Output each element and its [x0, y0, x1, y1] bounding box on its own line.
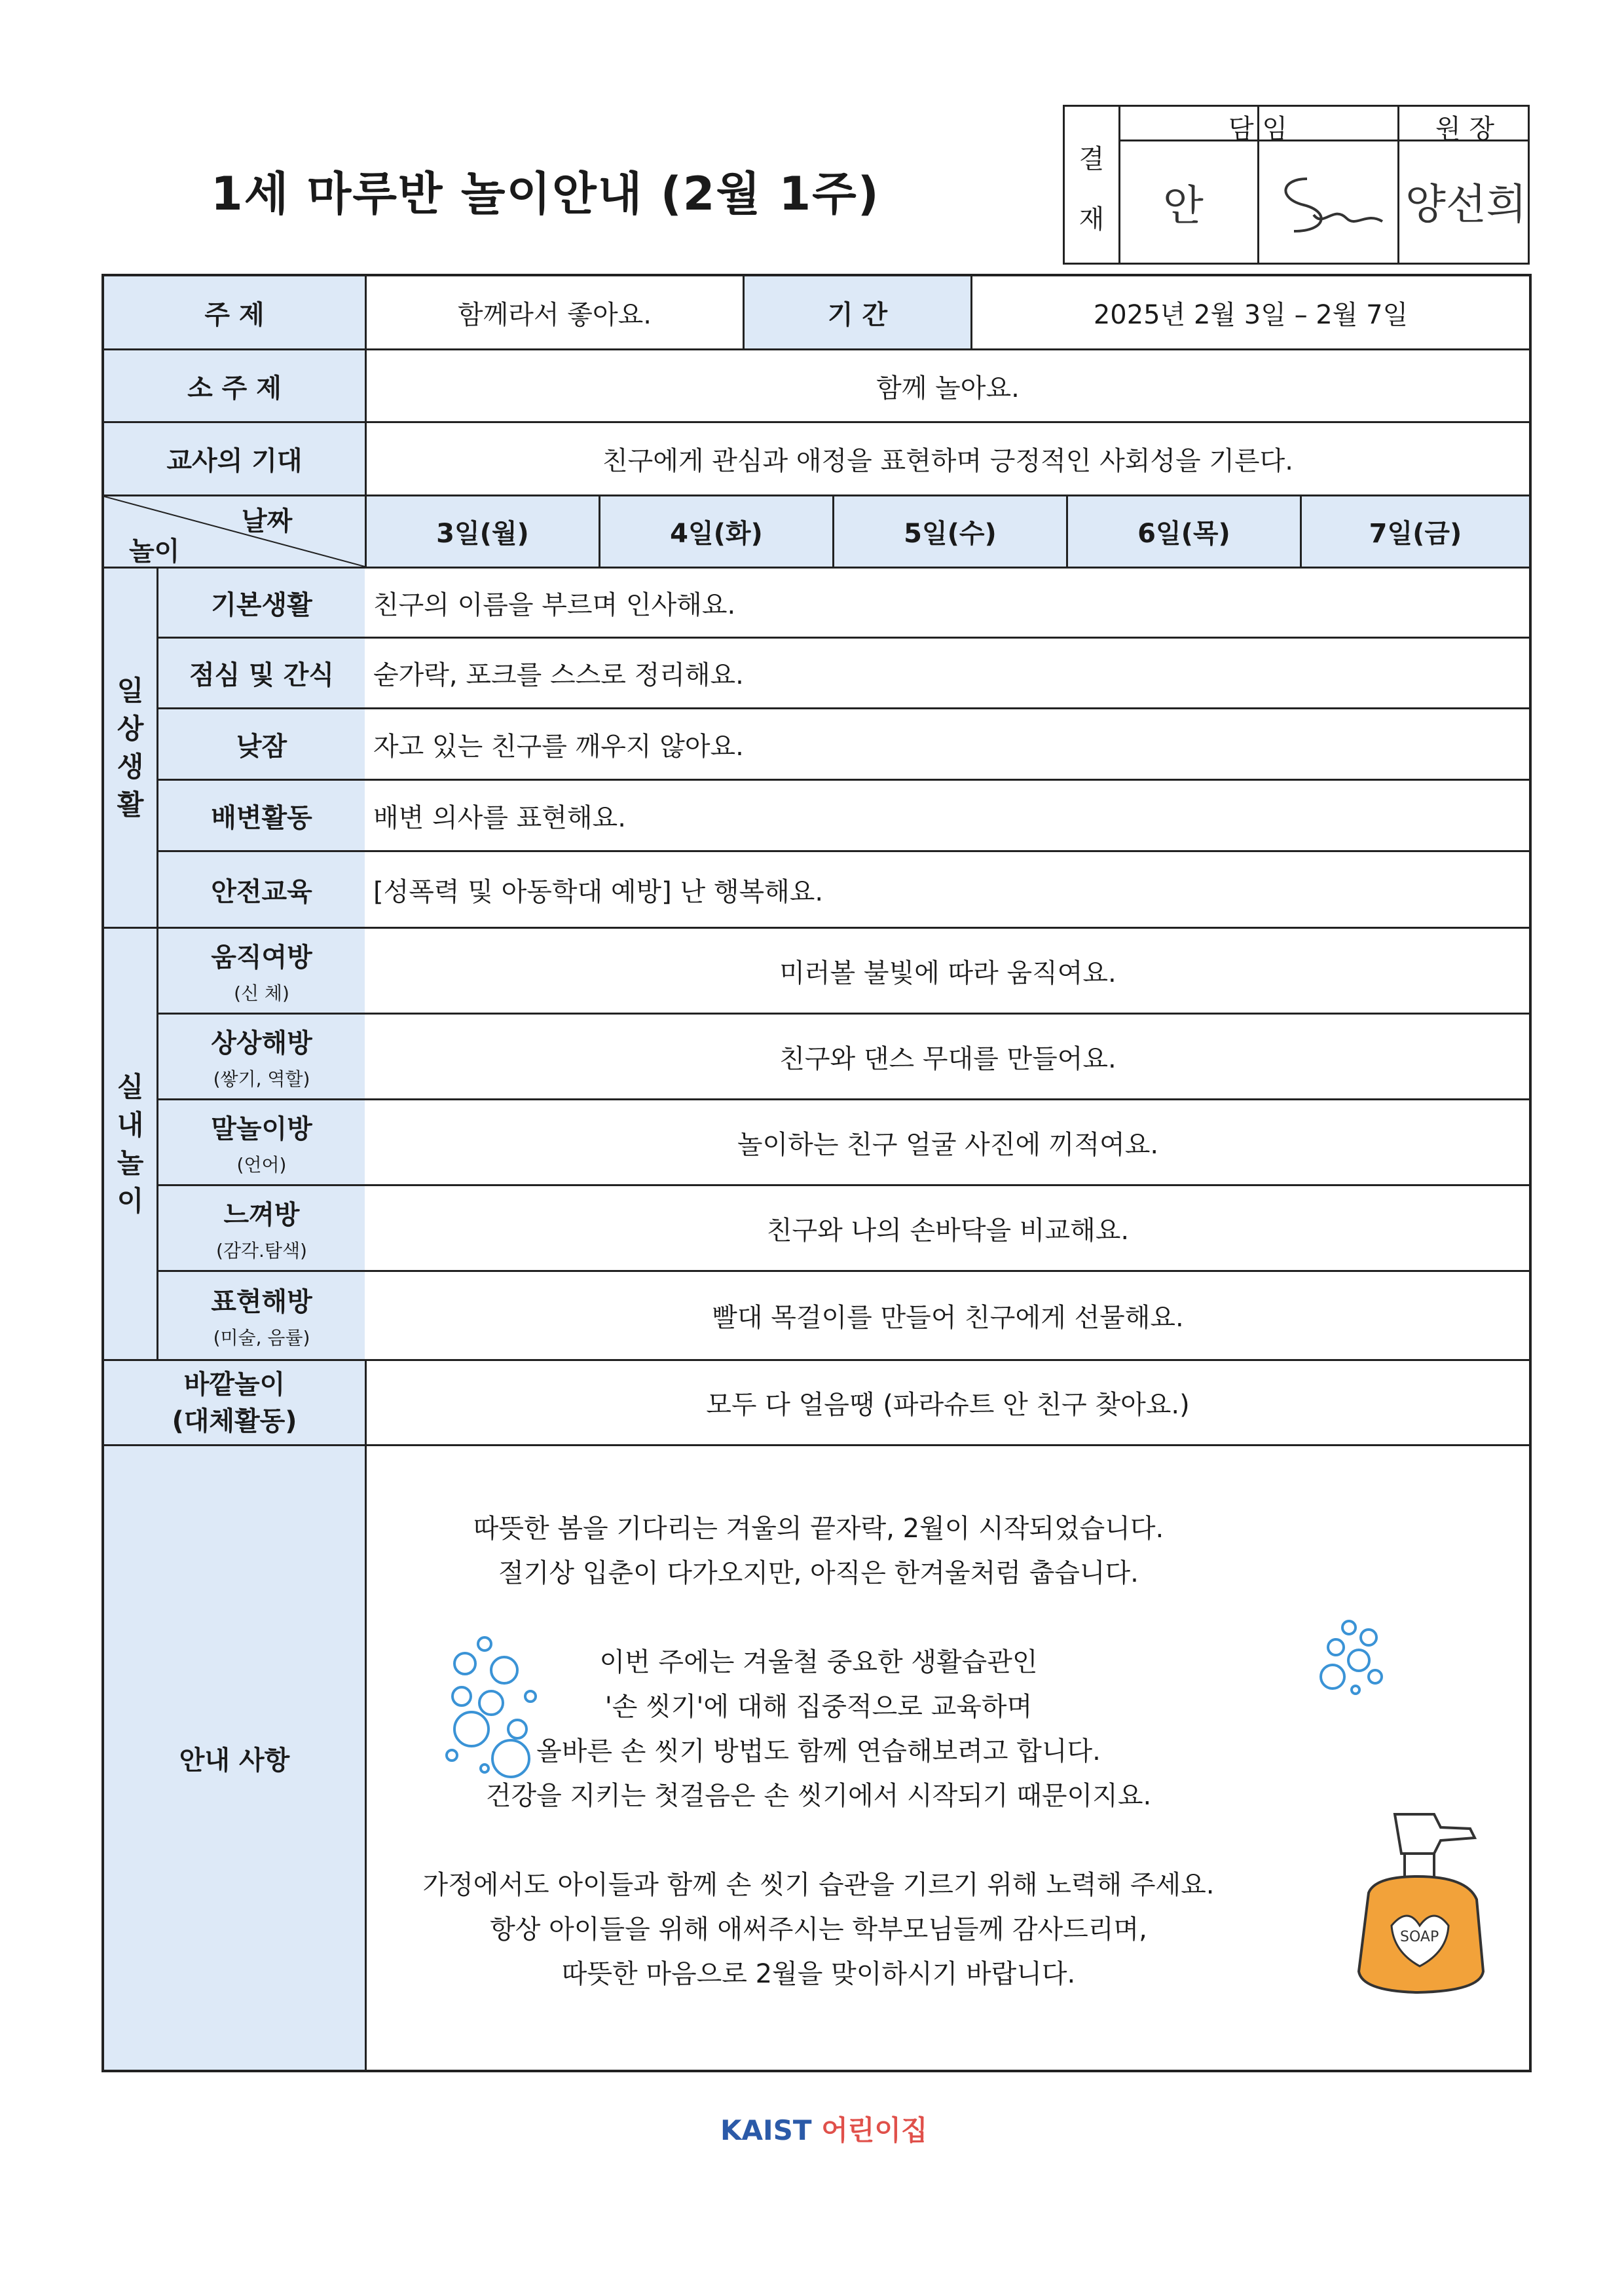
- page-title: 1세 마루반 놀이안내 (2월 1주): [211, 167, 880, 221]
- signature-1: 안: [1163, 182, 1204, 231]
- approval-label-2: 재: [1079, 204, 1105, 234]
- bubbles-left-icon: [432, 1624, 563, 1782]
- expectation-value: 친구에게 관심과 애정을 표현하며 긍정적인 사회성을 기른다.: [602, 446, 1293, 476]
- day-header-fri: 7일(금): [1302, 496, 1529, 567]
- daily-label-basic: 기본생활: [158, 569, 365, 637]
- signature-2: [1268, 166, 1392, 244]
- daily-value-nap: 자고 있는 친구를 깨우지 않아요.: [373, 731, 744, 762]
- indoor-label-expression: 표현해방 (미술, 음률): [158, 1272, 365, 1359]
- approval-box: [1063, 105, 1530, 265]
- subtheme-value: 함께 놀아요.: [876, 373, 1020, 403]
- period-value: 2025년 2월 3일 – 2월 7일: [1093, 299, 1409, 330]
- director-label: 원 장: [1435, 114, 1494, 144]
- daily-life-group-label: 일 상 생 활: [104, 569, 157, 927]
- daily-value-safety: [성폭력 및 아동학대 예방] 난 행복해요.: [373, 876, 824, 907]
- indoor-value-movement: 미러볼 불빛에 따라 움직여요.: [779, 958, 1116, 988]
- kaist-text: KAIST: [720, 2114, 812, 2146]
- indoor-group-label: 실 내 놀 이: [104, 929, 157, 1359]
- indoor-label-movement: 움직여방 (신 체): [158, 929, 365, 1013]
- play-label: 놀이: [129, 536, 180, 567]
- expectation-label: 교사의 기대: [104, 423, 365, 494]
- daily-label-nap: 낮잠: [158, 709, 365, 779]
- indoor-value-language: 놀이하는 친구 얼굴 사진에 끼적여요.: [737, 1129, 1159, 1160]
- daily-value-meal: 숟가락, 포크를 스스로 정리해요.: [373, 660, 744, 690]
- outdoor-label: 바깥놀이 (대체활동): [104, 1361, 365, 1444]
- day-header-wed: 5일(수): [834, 496, 1066, 567]
- indoor-label-language: 말놀이방 (언어): [158, 1100, 365, 1184]
- indoor-value-expression: 빨대 목걸이를 만들어 친구에게 선물해요.: [712, 1303, 1184, 1333]
- homeroom-label: 담 임: [1228, 114, 1287, 144]
- day-header-thu: 6일(목): [1068, 496, 1300, 567]
- bubbles-right-icon: [1310, 1611, 1401, 1703]
- soap-bottle-icon: [1336, 1795, 1506, 2004]
- notice-label: 안내 사항: [104, 1446, 365, 2070]
- footer-logo: [720, 2109, 928, 2148]
- daily-value-basic: 친구의 이름을 부르며 인사해요.: [373, 589, 736, 620]
- indoor-label-sensory: 느껴방 (감각.탐색): [158, 1186, 365, 1270]
- theme-label: 주 제: [104, 276, 365, 348]
- date-play-corner: [104, 496, 365, 567]
- day-header-tue: 4일(화): [600, 496, 832, 567]
- daily-label-meal: 점심 및 간식: [158, 639, 365, 707]
- date-label: 날짜: [242, 506, 293, 536]
- day-header-mon: 3일(월): [367, 496, 599, 567]
- daily-label-toilet: 배변활동: [158, 781, 365, 850]
- theme-value: 함께라서 좋아요.: [458, 299, 652, 330]
- indoor-value-imagination: 친구와 댄스 무대를 만들어요.: [779, 1043, 1116, 1074]
- period-label: 기 간: [745, 276, 970, 348]
- indoor-value-sensory: 친구와 나의 손바닥을 비교해요.: [766, 1215, 1130, 1246]
- subtheme-label: 소 주 제: [104, 350, 365, 421]
- outdoor-value: 모두 다 얼음땡 (파라슈트 안 친구 찾아요.): [706, 1390, 1190, 1420]
- signature-3: 양선희: [1405, 181, 1527, 229]
- daily-value-toilet: 배변 의사를 표현해요.: [373, 802, 626, 833]
- approval-label-1: 결: [1079, 144, 1105, 174]
- soap-text: SOAP: [1400, 1929, 1439, 1945]
- daily-label-safety: 안전교육: [158, 852, 365, 927]
- indoor-label-imagination: 상상해방 (쌓기, 역할): [158, 1015, 365, 1098]
- notice-text: 따뜻한 봄을 기다리는 겨울의 끝자락, 2월이 시작되었습니다. 절기상 입춘이 다가오지만, 아직은 한겨울처럼 춥습니다. 이번 주에는 겨울철 중요한 생활습관인 '손 씻기'에 대해 집중적으로 교육하며 올바른 손 씻기 방법도 함께 연습해보려고 합니다. 건강을 지키는 첫걸음은 손 씻기에서 시작되기 때문이지요. 가정에서도 아이들과 함께 손 씻기 습관을 기르기 위해 노력해 주세요. 항상 아이들을 위해 애써주시는 학부모님들께 감사드리며, 따뜻한 마음으로 2월을 맞이하시기 바랍니다.: [422, 1514, 1215, 1989]
- daycare-text: 어린이집: [821, 2114, 928, 2146]
